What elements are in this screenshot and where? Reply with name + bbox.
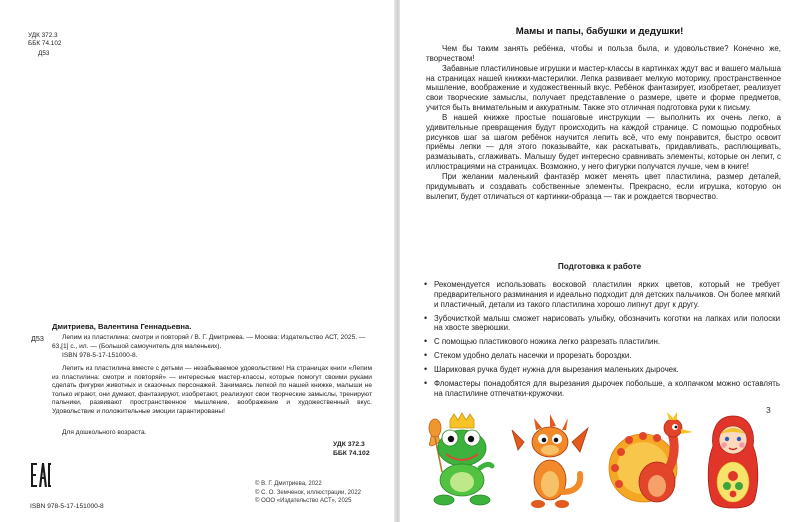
right-page xyxy=(400,0,799,522)
list-item: • Шариковая ручка будет нужна для вырезания маленьких дырочек. xyxy=(424,365,780,375)
udk-code-bottom: УДК 372.3 xyxy=(333,441,365,448)
frog-prince-figure xyxy=(426,412,498,512)
matryoshka-doll-figure xyxy=(703,412,763,512)
firebird-peacock-figure xyxy=(605,412,697,512)
list-item: • С помощью пластикового ножика легко разрезать пластилин. xyxy=(424,337,780,347)
catalog-author: Дмитриева, Валентина Геннадьевна. xyxy=(52,322,192,331)
preparation-list xyxy=(424,280,780,402)
intro-paragraph: Забавные пластилиновые игрушки и мастер-классы в картинках ждут вас и вашего малыша на страницах нашей книжки-мастерилки. Лепка развивает мелкую моторику, пространственное мышление, воображение и художественный вкус. Ребёнок фантазирует, изобретает, реализует свои творческие замыслы, получает представление о размере, цвете и форме предметов, учится быть внимательным и аккуратным. Также это отличная подготовка руки к письму. xyxy=(426,63,781,113)
author-sign-code: Д53 xyxy=(38,50,50,57)
bbk-code: ББК 74.102 xyxy=(28,40,62,48)
list-item: • Фломастеры понадобятся для вырезания дырочек побольше, а колпачком можно оставлять на пластилине отпечатки-кружочки. xyxy=(424,379,780,399)
bbk-code-bottom: ББК 74.102 xyxy=(333,450,370,457)
section-heading: Подготовка к работе xyxy=(557,262,642,271)
list-item: • Рекомендуется использовать восковой пластилин ярких цветов, который не требует предварительного разминания и идеально подходит для детских пальчиков. Он более мягкий и пластичный, детали из такого пластилина хорошо липнут друг к другу. xyxy=(424,280,780,310)
page-title: Мамы и папы, бабушки и дедушки! xyxy=(515,26,684,37)
list-item: • Зубочисткой малыш сможет нарисовать улыбку, обозначить коготки на лапках или полоски на хвосте зверюшки. xyxy=(424,314,780,334)
copyright-block xyxy=(255,480,361,506)
left-page xyxy=(0,0,394,522)
eac-conformity-mark-icon xyxy=(30,462,52,488)
list-item: • Стеком удобно делать насечки и прорезать бороздки. xyxy=(424,351,780,361)
catalog-age-rating: Для дошкольного возраста. xyxy=(62,429,147,436)
catalog-bibliographic-record: Лепим из пластилина: смотри и повторяй / В. Г. Дмитриева. — Москва: Издательство АСТ, 2025. — 63,[1] с., ил. — (Большой самоучитель для маленьких). xyxy=(52,334,366,350)
copyright-line: © В. Г. Дмитриева, 2022 xyxy=(255,481,322,487)
copyright-line: © С. О. Земченок, иллюстрации, 2022 xyxy=(255,489,362,496)
copyright-line: © ООО «Издательство АСТ», 2025 xyxy=(255,498,352,505)
catalog-sign-code: Д53 xyxy=(31,334,44,343)
udk-code: УДК 372.3 xyxy=(28,32,58,39)
catalog-annotation: Лепить из пластилина вместе с детьми — незабываемое удовольствие! На страницах книги «Лепим из пластилина: смотри и повторяй» — интересные мастер-классы, которые помогут своими руками сделать фигурки животных и сказочных персонажей. Занимаясь лепкой по нашей книжке, малыши не только играют, они думают, фантазируют, изобретают, реализуют свои творческие замыслы, тренируют пальчики, развивают пространственное мышление, воображение и художественный вкус. Удовольствие и положительные эмоции гарантированы! xyxy=(52,365,372,415)
udk-bbk-header xyxy=(28,32,108,48)
udk-bbk-footer xyxy=(333,440,370,458)
page-number: 3 xyxy=(766,405,771,415)
intro-paragraph: При желании маленький фантазёр может менять цвет пластилина, размер деталей, придумывать и создавать собственные элементы. Прекрасно, если игрушка, которую он вылепит, будет отличаться от картинки-образца — так и рождается творчество. xyxy=(426,171,781,201)
intro-paragraph: В нашей книжке простые пошаговые инструкции — выполнить их очень легко, а удивительные превращения будут происходить на каждой странице. С помощью подробных рисунков шаг за шагом ребёнок научится лепить всё, что ему понравится, быстро освоит приёмы лепки — для этого показывайте, как раскатывать, придавливать, расплющивать, размазывать, сглаживать. Малышу будет интересно сравнивать элементы, которые он лепит, с иллюстрациями на страницах. Возможно, у него фигурки получатся лучше, чем в книге! xyxy=(426,112,781,172)
orange-dragon-figure xyxy=(510,412,590,512)
catalog-isbn: ISBN 978-5-17-151000-8. xyxy=(62,352,138,359)
intro-text xyxy=(426,44,781,202)
isbn-footer: ISBN 978-5-17-151000-8 xyxy=(30,503,104,510)
intro-paragraph: Чем бы таким занять ребёнка, чтобы и польза была, и удовольствие? Конечно же, творчеством! xyxy=(426,44,781,63)
